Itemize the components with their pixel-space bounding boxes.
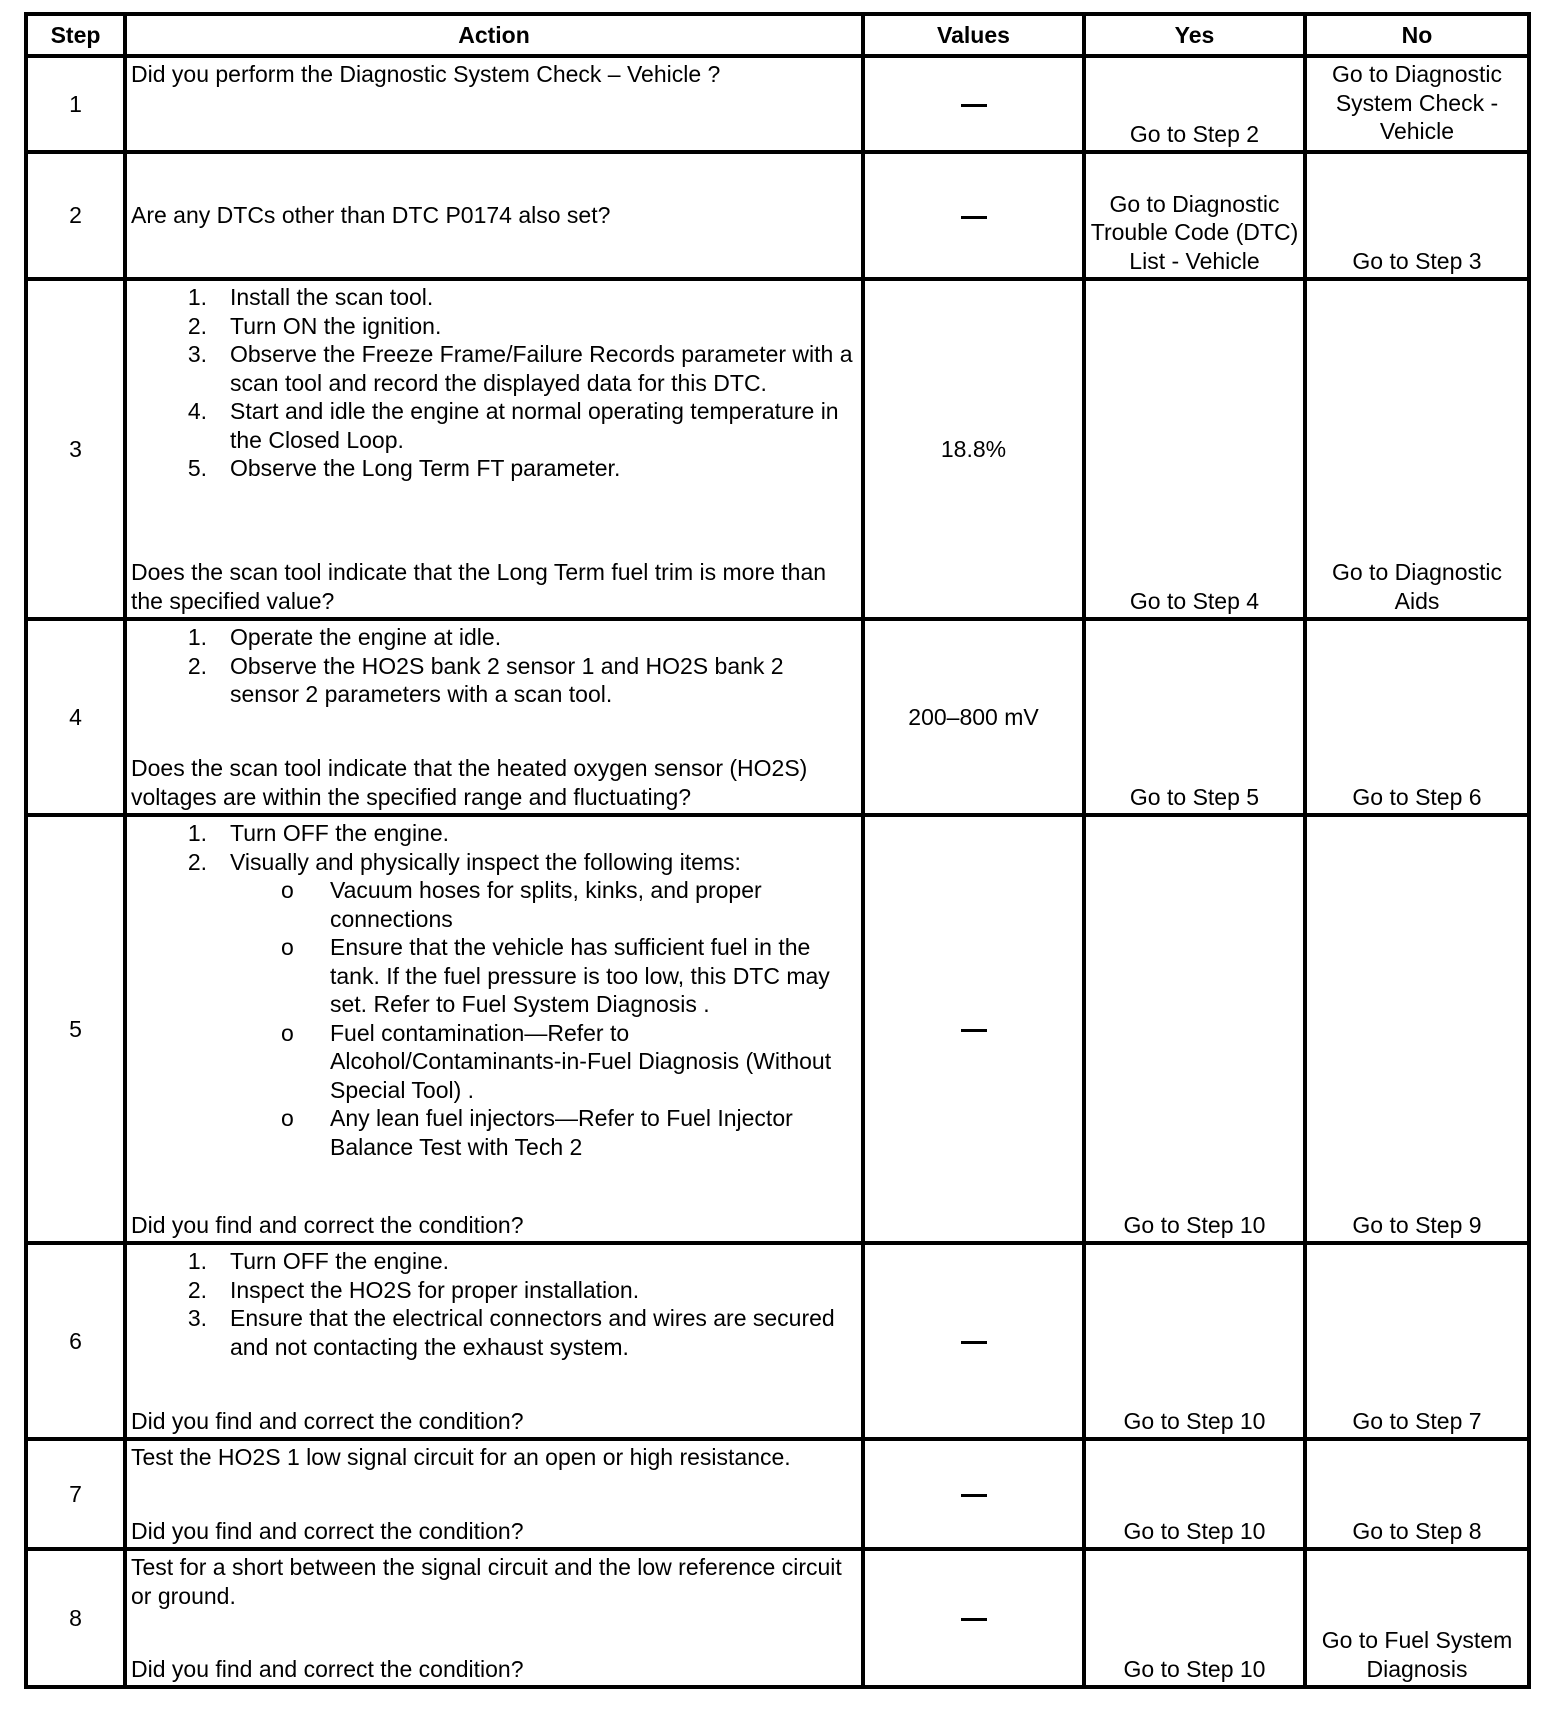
yes-cell: Go to Step 4	[1084, 279, 1305, 619]
values-cell	[863, 152, 1084, 279]
table-row	[26, 815, 1529, 1243]
no-cell: Go to Fuel System Diagnosis	[1305, 1549, 1529, 1687]
action-cell	[125, 815, 863, 1243]
action-cell	[125, 152, 863, 279]
table-row	[26, 1243, 1529, 1439]
sub-list-item: o Ensure that the vehicle has sufficient fuel in the tank. If the fuel pressure is too low, this DTC may set. Refer to Fuel System Diagnosis .	[281, 934, 830, 1017]
yes-cell: Go to Diagnostic Trouble Code (DTC) List - Vehicle	[1084, 152, 1305, 279]
no-cell: Go to Step 9	[1305, 815, 1529, 1243]
step-number: 2	[26, 152, 125, 279]
header-row	[26, 14, 1529, 56]
table-row	[26, 1439, 1529, 1549]
step-number: 3	[26, 279, 125, 619]
dash-mark	[961, 216, 987, 219]
values-cell	[863, 1243, 1084, 1439]
yes-cell: Go to Step 10	[1084, 1549, 1305, 1687]
list-item: 1. Operate the engine at idle.	[187, 624, 502, 650]
yes-cell: Go to Step 2	[1084, 56, 1305, 152]
no-cell: Go to Step 7	[1305, 1243, 1529, 1439]
values-cell	[863, 56, 1084, 152]
action-cell	[125, 619, 863, 815]
header-yes: Yes	[1084, 14, 1305, 56]
action-text: Are any DTCs other than DTC P0174 also set?	[131, 202, 611, 229]
question-text: Did you find and correct the condition?	[131, 1407, 524, 1434]
action-cell	[125, 1549, 863, 1687]
list-item: 2. Turn ON the ignition.	[187, 312, 442, 339]
step-number: 8	[26, 1549, 125, 1687]
dash-mark	[961, 1618, 987, 1621]
dash-mark	[961, 1494, 987, 1497]
header-values: Values	[863, 14, 1084, 56]
list-item: 2. Inspect the HO2S for proper installation.	[187, 1276, 640, 1303]
values-cell	[863, 815, 1084, 1243]
values-cell	[863, 1439, 1084, 1549]
question-text: Does the scan tool indicate that the Long Term fuel trim is more than the specified value?	[131, 559, 827, 614]
list-item: 4. Start and idle the engine at normal operating temperature in the Closed Loop.	[187, 398, 839, 453]
table-row	[26, 279, 1529, 619]
table-row	[26, 56, 1529, 152]
sub-list-item: o Any lean fuel injectors—Refer to Fuel Injector Balance Test with Tech 2	[281, 1105, 793, 1160]
dash-mark	[961, 104, 987, 107]
dash-mark	[961, 1029, 987, 1032]
list-item: 2. Visually and physically inspect the following items: o Vacuum hoses for splits, kinks, and proper connections o Ensure that the vehicle has sufficient fuel in the tank. If the fuel pressure is too low, this DTC may set. Refer to Fuel System Diagnosis . o Fuel contamination—Refer to Alcohol/Contaminants-in-Fuel Diagnosis (Without Special Tool) . o Any lean fuel injectors—Refer to Fuel Injector Balance Test with Tech 2	[131, 848, 857, 1162]
steps-list	[131, 1247, 857, 1361]
action-cell	[125, 56, 863, 152]
table-row	[26, 152, 1529, 279]
step-number: 6	[26, 1243, 125, 1439]
step-number: 4	[26, 619, 125, 815]
question-text: Did you find and correct the condition?	[131, 1211, 524, 1238]
action-cell	[125, 1243, 863, 1439]
yes-cell: Go to Step 10	[1084, 815, 1305, 1243]
values-cell: 18.8%	[863, 279, 1084, 619]
list-item: 3. Ensure that the electrical connectors and wires are secured and not contacting the exhaust system.	[187, 1305, 835, 1360]
list-item: 1. Turn OFF the engine.	[187, 1248, 450, 1274]
list-item: 1. Turn OFF the engine.	[187, 820, 450, 846]
header-no: No	[1305, 14, 1529, 56]
diagnostic-table	[24, 12, 1531, 1689]
table-row	[26, 1549, 1529, 1687]
step-number: 1	[26, 56, 125, 152]
sub-list	[230, 876, 857, 1161]
header-step: Step	[26, 14, 125, 56]
question-text: Did you find and correct the condition?	[131, 1517, 524, 1544]
steps-list	[131, 819, 857, 1161]
steps-list	[131, 283, 857, 483]
list-item: 1. Install the scan tool.	[187, 284, 434, 310]
action-text: Did you perform the Diagnostic System Check – Vehicle ?	[131, 61, 721, 87]
sub-list-item: o Vacuum hoses for splits, kinks, and proper connections	[281, 877, 762, 932]
values-cell: 200–800 mV	[863, 619, 1084, 815]
action-cell	[125, 1439, 863, 1549]
dash-mark	[961, 1341, 987, 1344]
list-item: 3. Observe the Freeze Frame/Failure Records parameter with a scan tool and record the displayed data for this DTC.	[187, 341, 853, 396]
yes-cell: Go to Step 10	[1084, 1439, 1305, 1549]
yes-cell: Go to Step 10	[1084, 1243, 1305, 1439]
no-cell: Go to Step 8	[1305, 1439, 1529, 1549]
yes-cell: Go to Step 5	[1084, 619, 1305, 815]
no-cell: Go to Diagnostic System Check - Vehicle	[1305, 56, 1529, 152]
no-cell: Go to Step 3	[1305, 152, 1529, 279]
sub-list-item: o Fuel contamination—Refer to Alcohol/Contaminants-in-Fuel Diagnosis (Without Special Tool) .	[281, 1019, 832, 1103]
step-number: 7	[26, 1439, 125, 1549]
no-cell: Go to Step 6	[1305, 619, 1529, 815]
action-text: Test for a short between the signal circuit and the low reference circuit or ground.	[131, 1554, 842, 1609]
no-cell: Go to Diagnostic Aids	[1305, 279, 1529, 619]
table-row	[26, 619, 1529, 815]
step-number: 5	[26, 815, 125, 1243]
list-item: 2. Observe the HO2S bank 2 sensor 1 and HO2S bank 2 sensor 2 parameters with a scan tool.	[187, 652, 784, 707]
values-cell	[863, 1549, 1084, 1687]
question-text: Did you find and correct the condition?	[131, 1655, 524, 1682]
action-text: Test the HO2S 1 low signal circuit for an open or high resistance.	[131, 1444, 791, 1470]
header-action: Action	[125, 14, 863, 56]
question-text: Does the scan tool indicate that the heated oxygen sensor (HO2S) voltages are within the specified range and fluctuating?	[131, 755, 808, 810]
action-cell	[125, 279, 863, 619]
list-item: 5. Observe the Long Term FT parameter.	[187, 455, 621, 481]
steps-list	[131, 623, 857, 709]
